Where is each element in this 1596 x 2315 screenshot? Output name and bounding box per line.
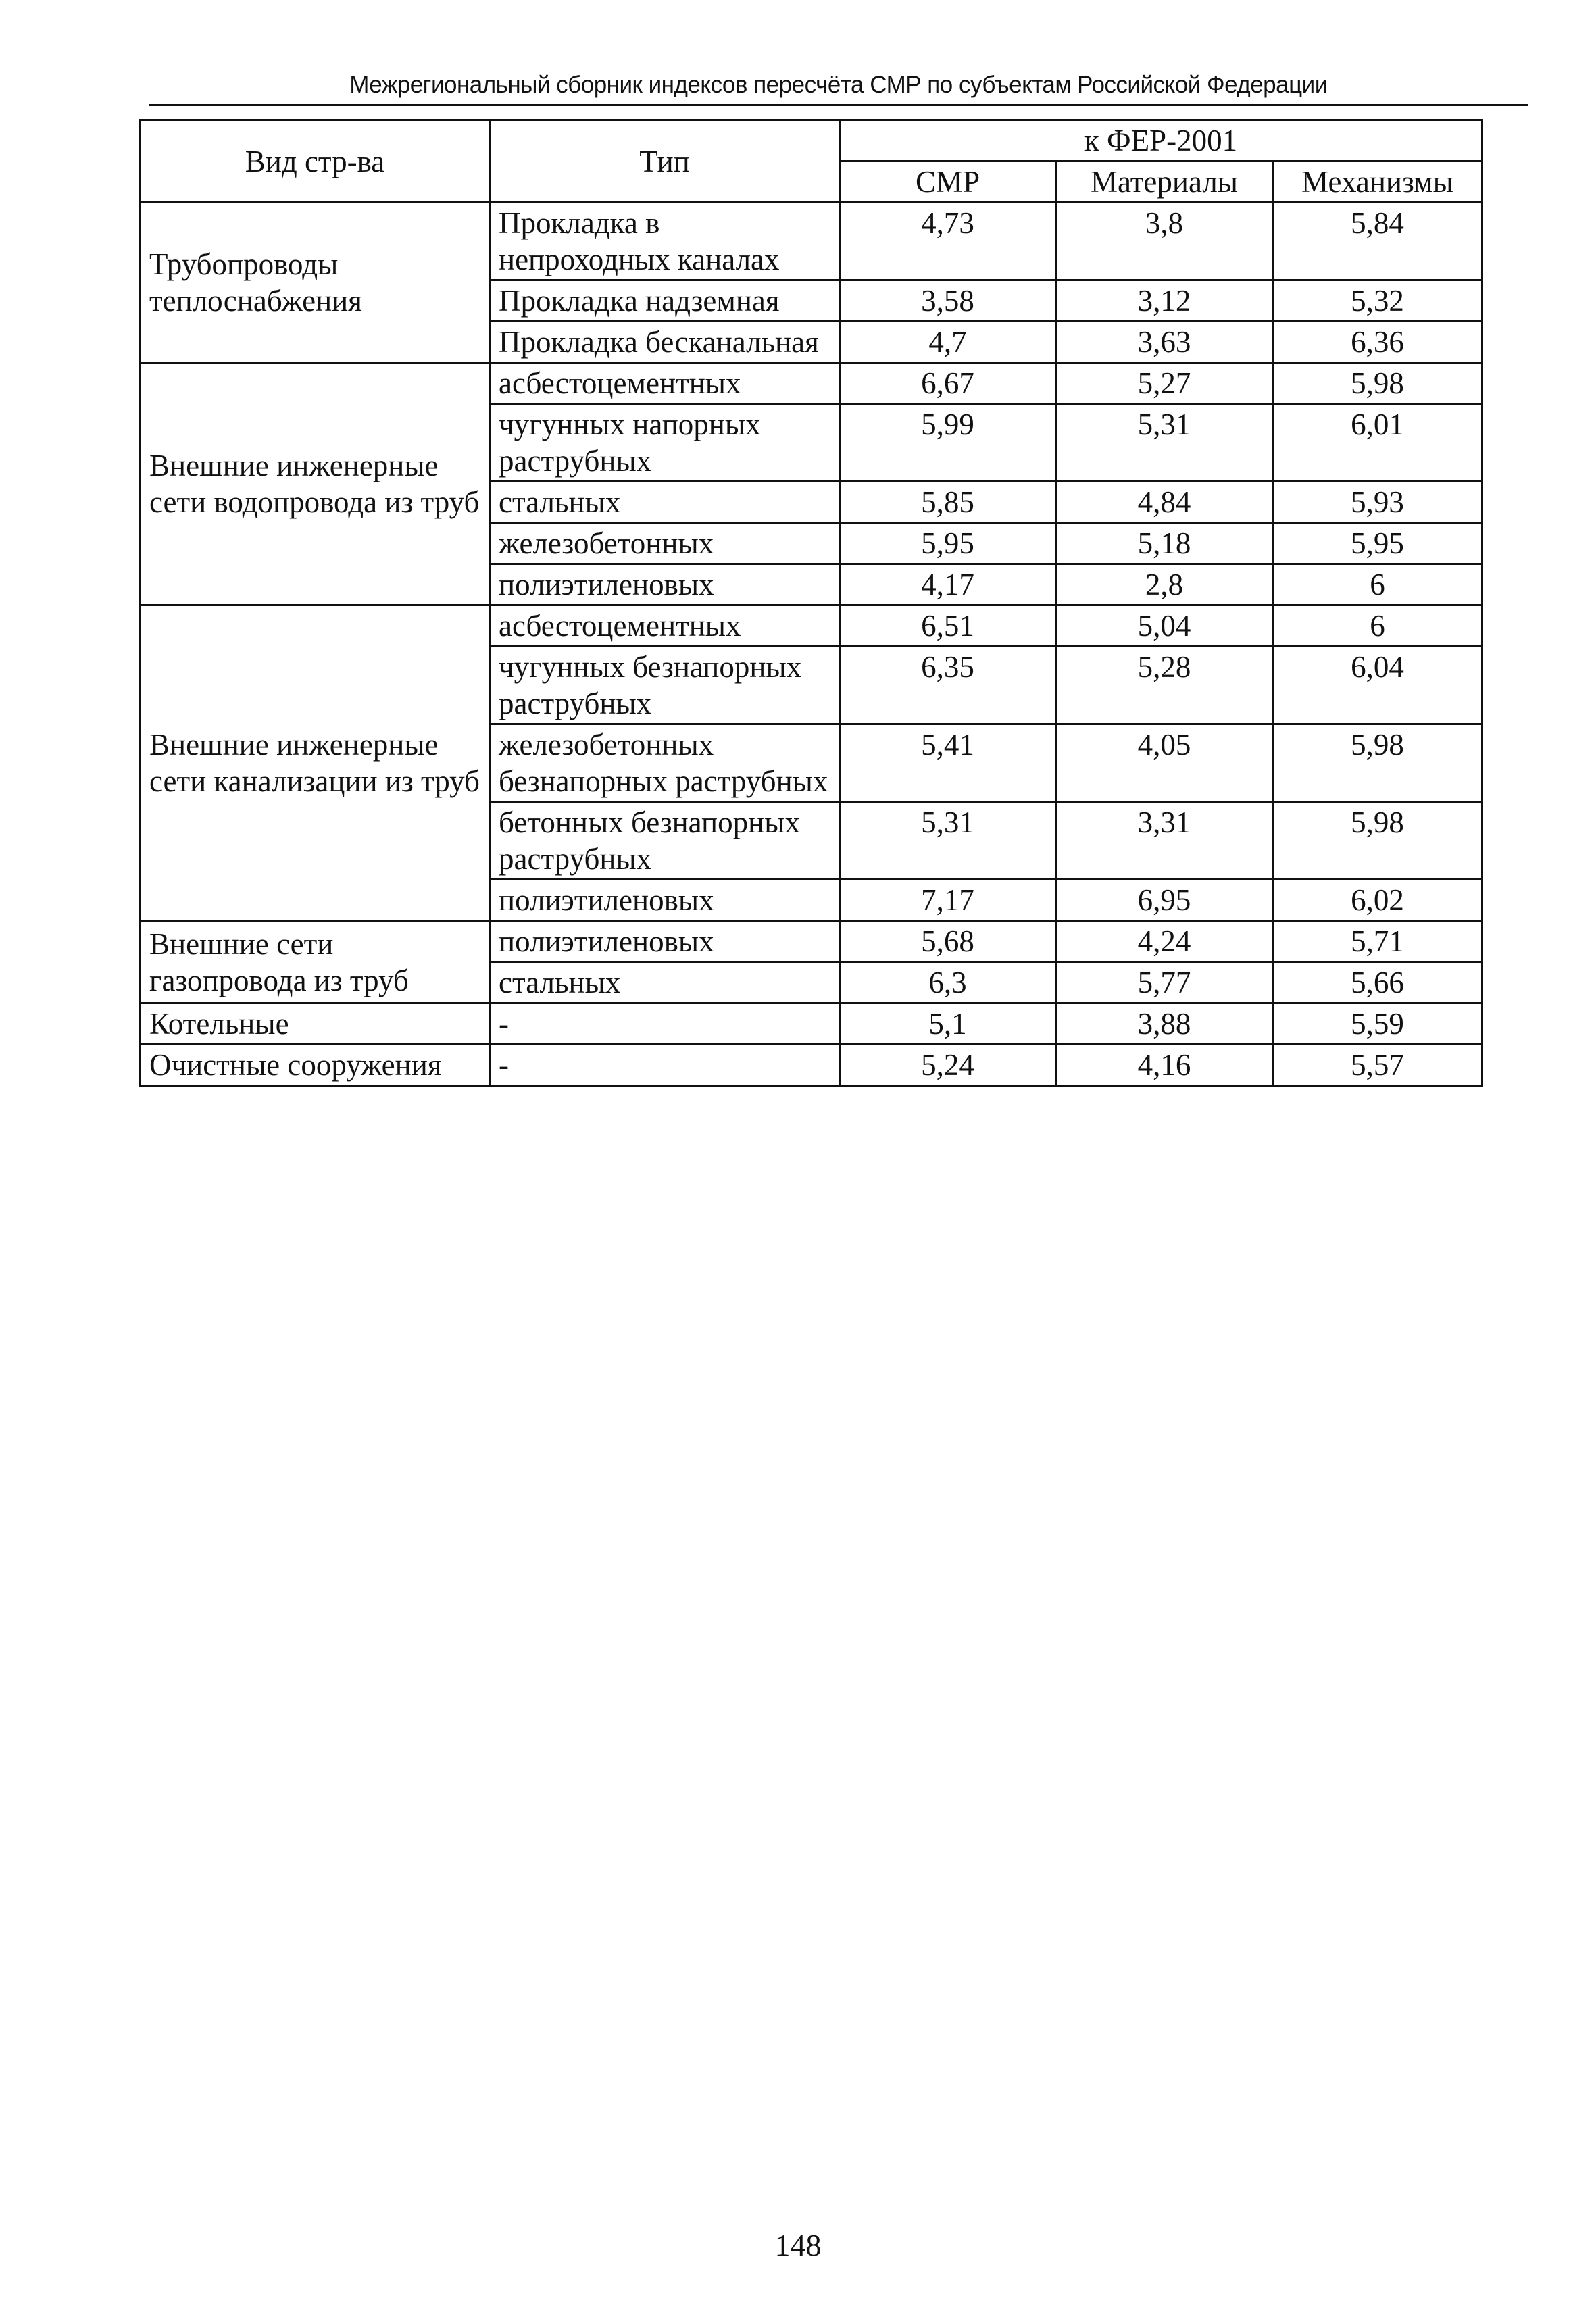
- materials-cell: 3,88: [1056, 1003, 1273, 1045]
- smr-cell: 6,3: [840, 962, 1056, 1003]
- mechanisms-cell: 5,98: [1273, 802, 1482, 880]
- table-body: [141, 203, 1482, 1086]
- mechanisms-cell: 5,32: [1273, 280, 1482, 322]
- table-row: [141, 363, 1482, 404]
- group-name-cell: Внешние инженерные сети водопровода из труб: [141, 363, 490, 605]
- smr-cell: 5,95: [840, 523, 1056, 564]
- materials-cell: 2,8: [1056, 564, 1273, 605]
- materials-cell: 4,16: [1056, 1045, 1273, 1086]
- type-cell: Прокладка в непроходных каналах: [490, 203, 840, 280]
- mechanisms-cell: 5,59: [1273, 1003, 1482, 1045]
- table-row: [141, 1003, 1482, 1045]
- type-cell: бетонных безнапорных раструбных: [490, 802, 840, 880]
- materials-cell: 5,77: [1056, 962, 1273, 1003]
- mechanisms-cell: 5,66: [1273, 962, 1482, 1003]
- type-cell: -: [490, 1045, 840, 1086]
- column-header-kind: Вид стр-ва: [141, 120, 490, 203]
- mechanisms-cell: 6: [1273, 605, 1482, 647]
- group-name-cell: Трубопроводы теплоснабжения: [141, 203, 490, 363]
- smr-cell: 6,51: [840, 605, 1056, 647]
- smr-cell: 5,68: [840, 921, 1056, 962]
- indices-table: [139, 119, 1483, 1087]
- type-cell: -: [490, 1003, 840, 1045]
- type-cell: стальных: [490, 962, 840, 1003]
- materials-cell: 3,31: [1056, 802, 1273, 880]
- column-header-smr: СМР: [840, 161, 1056, 203]
- type-cell: асбестоцементных: [490, 605, 840, 647]
- smr-cell: 5,1: [840, 1003, 1056, 1045]
- table-header: [141, 120, 1482, 203]
- smr-cell: 7,17: [840, 880, 1056, 921]
- materials-cell: 6,95: [1056, 880, 1273, 921]
- smr-cell: 4,7: [840, 322, 1056, 363]
- table-row: [141, 1045, 1482, 1086]
- materials-cell: 3,63: [1056, 322, 1273, 363]
- column-header-materials: Материалы: [1056, 161, 1273, 203]
- group-name-cell: Внешние сети газопровода из труб: [141, 921, 490, 1003]
- table-row: [141, 203, 1482, 280]
- mechanisms-cell: 5,98: [1273, 724, 1482, 802]
- mechanisms-cell: 5,95: [1273, 523, 1482, 564]
- type-cell: железобетонных: [490, 523, 840, 564]
- materials-cell: 3,12: [1056, 280, 1273, 322]
- group-name-cell: Внешние инженерные сети канализации из труб: [141, 605, 490, 921]
- page-number: 148: [774, 2228, 822, 2262]
- column-header-mechanisms: Механизмы: [1273, 161, 1482, 203]
- table-row: [141, 921, 1482, 962]
- type-cell: асбестоцементных: [490, 363, 840, 404]
- materials-cell: 5,28: [1056, 647, 1273, 724]
- smr-cell: 6,35: [840, 647, 1056, 724]
- type-cell: Прокладка бесканальная: [490, 322, 840, 363]
- type-cell: Прокладка надземная: [490, 280, 840, 322]
- column-group-header: к ФЕР-2001: [840, 120, 1482, 161]
- smr-cell: 5,41: [840, 724, 1056, 802]
- materials-cell: 4,84: [1056, 482, 1273, 523]
- materials-cell: 5,31: [1056, 404, 1273, 482]
- smr-cell: 5,31: [840, 802, 1056, 880]
- materials-cell: 5,27: [1056, 363, 1273, 404]
- mechanisms-cell: 6,01: [1273, 404, 1482, 482]
- mechanisms-cell: 6: [1273, 564, 1482, 605]
- mechanisms-cell: 6,36: [1273, 322, 1482, 363]
- smr-cell: 5,85: [840, 482, 1056, 523]
- header-row-1: [141, 120, 1482, 161]
- smr-cell: 4,73: [840, 203, 1056, 280]
- materials-cell: 4,05: [1056, 724, 1273, 802]
- table-row: [141, 605, 1482, 647]
- mechanisms-cell: 5,93: [1273, 482, 1482, 523]
- smr-cell: 5,24: [840, 1045, 1056, 1086]
- group-name-cell: Очистные сооружения: [141, 1045, 490, 1086]
- materials-cell: 4,24: [1056, 921, 1273, 962]
- page-header: Межрегиональный сборник индексов пересчёта СМР по субъектам Российской Федерации: [149, 66, 1528, 106]
- mechanisms-cell: 6,04: [1273, 647, 1482, 724]
- smr-cell: 3,58: [840, 280, 1056, 322]
- column-header-type: Тип: [490, 120, 840, 203]
- smr-cell: 4,17: [840, 564, 1056, 605]
- mechanisms-cell: 5,71: [1273, 921, 1482, 962]
- materials-cell: 3,8: [1056, 203, 1273, 280]
- mechanisms-cell: 5,98: [1273, 363, 1482, 404]
- type-cell: полиэтиленовых: [490, 880, 840, 921]
- type-cell: полиэтиленовых: [490, 921, 840, 962]
- mechanisms-cell: 5,57: [1273, 1045, 1482, 1086]
- type-cell: чугунных напорных раструбных: [490, 404, 840, 482]
- materials-cell: 5,18: [1056, 523, 1273, 564]
- materials-cell: 5,04: [1056, 605, 1273, 647]
- type-cell: полиэтиленовых: [490, 564, 840, 605]
- mechanisms-cell: 5,84: [1273, 203, 1482, 280]
- group-name-cell: Котельные: [141, 1003, 490, 1045]
- type-cell: стальных: [490, 482, 840, 523]
- smr-cell: 6,67: [840, 363, 1056, 404]
- type-cell: чугунных безнапорных раструбных: [490, 647, 840, 724]
- smr-cell: 5,99: [840, 404, 1056, 482]
- type-cell: железобетонных безнапорных раструбных: [490, 724, 840, 802]
- mechanisms-cell: 6,02: [1273, 880, 1482, 921]
